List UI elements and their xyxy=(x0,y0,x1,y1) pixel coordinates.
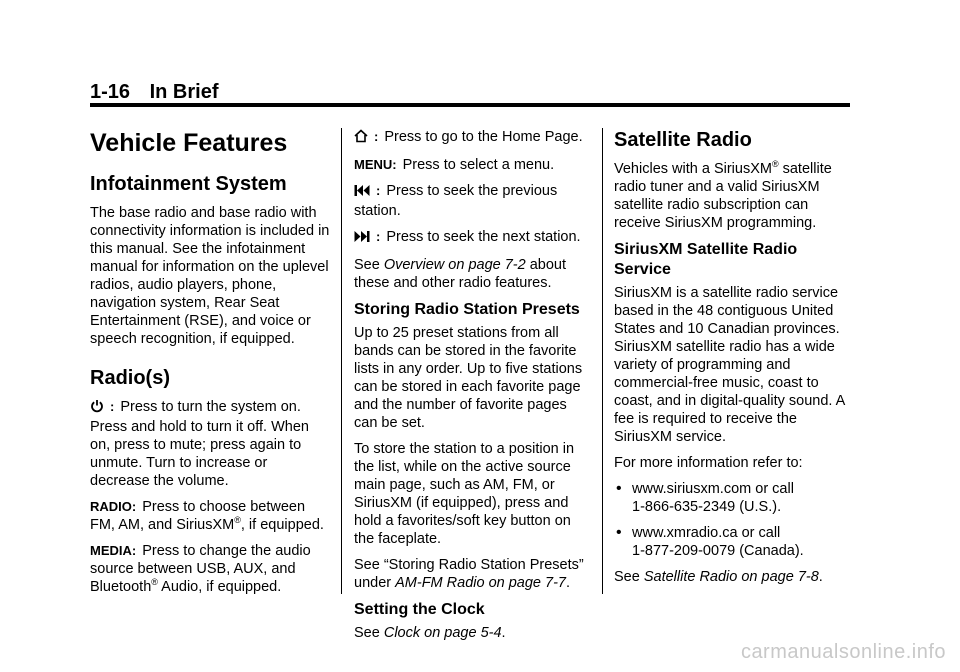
list-item: • www.siriusxm.com or call 1-866-635-2349 (U.S.). xyxy=(614,480,852,516)
list-item: • www.xmradio.ca or call 1-877-209-0079 (Canada). xyxy=(614,524,852,560)
seek-next-icon xyxy=(354,230,370,248)
satellite-reference: See Satellite Radio on page 7-8. xyxy=(614,569,823,585)
seek-next-paragraph: : Press to seek the next station. xyxy=(354,228,592,248)
column-3 xyxy=(614,128,852,594)
power-paragraph: : Press to turn the system on. Press and hold to turn it off. When on, press to mute; press again to unmute. Turn to increase or decrease the volume. xyxy=(90,399,309,489)
heading-storing-presets: Storing Radio Station Presets xyxy=(354,301,580,318)
satellite-radio-link[interactable]: Satellite Radio on page 7-8 xyxy=(643,569,819,585)
column-1 xyxy=(90,128,330,604)
heading-infotainment: Infotainment System xyxy=(90,173,287,195)
presets-paragraph-1: Up to 25 preset stations from all bands can be stored in the favorite lists in any order. Up to five stations can be stored in each favorite page and the number of favorite pages can be set. xyxy=(354,325,583,431)
page-header xyxy=(90,81,219,104)
satellite-paragraph-1: Vehicles with a SiriusXM® satellite radio tuner and a valid SiriusXM satellite radio subscription can receive SiriusXM programming. xyxy=(614,159,832,231)
power-icon xyxy=(90,399,104,418)
column-2 xyxy=(354,128,592,650)
home-paragraph: : Press to go to the Home Page. xyxy=(354,128,592,148)
seek-previous-icon xyxy=(354,184,370,202)
presets-paragraph-2: To store the station to a position in the list, while on the active source main page, such as AM, FM, or SiriusXM (if equipped), press and hold a favorites/soft key button on the faceplate. xyxy=(354,441,575,547)
overview-reference: See Overview on page 7-2 about these and other radio features. xyxy=(354,257,567,291)
watermark: carmanualsonline.info xyxy=(740,641,946,663)
menu-paragraph: MENU: Press to select a menu. xyxy=(354,157,555,173)
home-icon xyxy=(354,129,368,148)
column-divider-2 xyxy=(602,128,603,594)
clock-reference: See Clock on page 5-4. xyxy=(354,625,506,641)
section-title: In Brief xyxy=(149,81,219,103)
siriusxm-service-paragraph: SiriusXM is a satellite radio service based in the 48 contiguous United States and 10 Canadian provinces. SiriusXM satellite radio has a wide variety of programming and commercial-free music, coast to coast, and in digital-quality sound. A fee is required to receive the SiriusXM service. xyxy=(614,285,845,445)
am-fm-radio-link[interactable]: AM-FM Radio on page 7-7 xyxy=(395,575,566,591)
heading-radios: Radio(s) xyxy=(90,367,170,389)
clock-link[interactable]: Clock on page 5-4 xyxy=(383,625,502,641)
page-number: 1-16 xyxy=(90,81,131,103)
column-divider-1 xyxy=(341,128,342,594)
media-paragraph: MEDIA: Press to change the audio source between USB, AUX, and Bluetooth® Audio, if equipped. xyxy=(90,543,311,595)
contact-list xyxy=(614,480,852,560)
heading-satellite-radio: Satellite Radio xyxy=(614,129,752,151)
heading-siriusxm-service: SiriusXM Satellite Radio Service xyxy=(614,241,798,278)
overview-link[interactable]: Overview on page 7-2 xyxy=(383,257,526,273)
infotainment-paragraph: The base radio and base radio with connectivity information is included in this manual. See the infotainment manual for information on the uplevel radios, audio players, phone, navigation system, Rear Seat Entertainment (RSE), and voice or speech recognition, if equipped. xyxy=(90,205,330,347)
radio-paragraph: RADIO: Press to choose between FM, AM, and SiriusXM®, if equipped. xyxy=(90,499,324,533)
presets-reference: See “Storing Radio Station Presets” under AM-FM Radio on page 7-7. xyxy=(354,557,584,591)
heading-setting-clock: Setting the Clock xyxy=(354,601,485,618)
header-rule xyxy=(90,103,850,107)
more-info-paragraph: For more information refer to: xyxy=(614,455,803,471)
page-title: Vehicle Features xyxy=(90,129,288,157)
seek-previous-paragraph: : Press to seek the previous station. xyxy=(354,183,558,219)
